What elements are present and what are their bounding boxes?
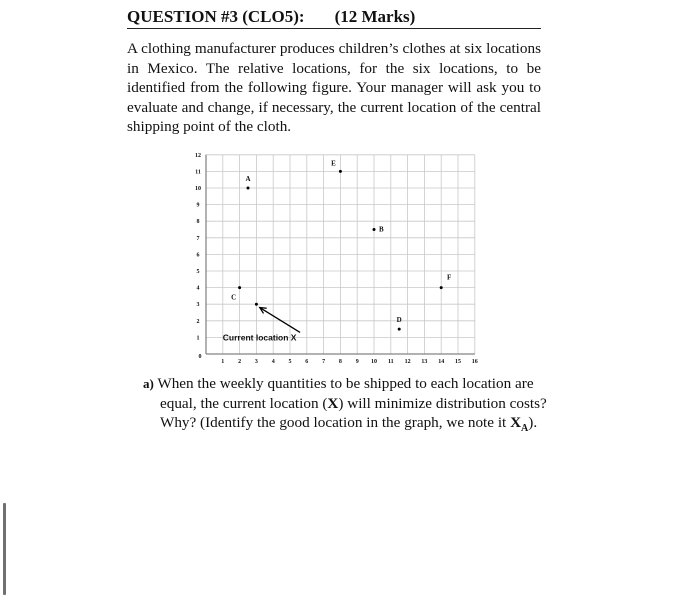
part-a-text-3: ).: [528, 414, 538, 432]
location-chart: [190, 138, 490, 370]
x-tick-label: 7: [322, 359, 326, 365]
y-tick-label: 8: [196, 219, 200, 226]
question-heading: [127, 6, 541, 29]
data-point: [247, 187, 250, 190]
annotation-label: Current location X: [222, 332, 297, 343]
part-a-text-1: When the weekly quantities to be shipped to each location are equal, the current location (: [157, 375, 534, 412]
x-tick-label: 14: [438, 359, 445, 365]
part-a-text-2: ) will minimize distribution costs? Why? (Identify the good location in the graph, we note it: [160, 394, 547, 432]
y-tick-label: 11: [195, 169, 201, 176]
part-a-x-bold: X: [327, 394, 339, 412]
data-point: [255, 303, 258, 306]
y-tick-label: 5: [196, 269, 200, 275]
point-label: C: [231, 293, 237, 302]
data-point: [373, 228, 376, 231]
point-label: D: [396, 316, 402, 325]
margin-scroll-bar: [3, 503, 6, 595]
x-tick-label: 8: [338, 359, 342, 365]
origin-label: 0: [198, 354, 202, 360]
part-a-xa-bold: X: [510, 414, 522, 432]
chart-grid: [206, 155, 475, 354]
part-a-question: [143, 374, 548, 439]
x-tick-label: 1: [221, 359, 225, 365]
y-tick-label: 1: [196, 335, 200, 342]
x-tick-label: 16: [471, 359, 478, 365]
chart-annotation: [223, 308, 300, 343]
question-number: QUESTION #3 (CLO5):: [127, 7, 305, 26]
x-tick-label: 2: [238, 359, 242, 365]
x-tick-label: 13: [421, 359, 428, 365]
y-tick-label: 9: [196, 202, 200, 209]
y-tick-label: 6: [196, 252, 200, 259]
x-tick-label: 5: [288, 359, 292, 365]
point-label: F: [447, 273, 452, 282]
x-tick-label: 4: [271, 359, 275, 365]
x-tick-label: 10: [371, 359, 377, 365]
x-tick-label: 6: [305, 359, 309, 365]
question-intro: A clothing manufacturer produces children’s clothes at six locations in Mexico. The relative locations, for the six locations, to be identified from the following figure. Your manager will ask you to evaluate and change, if necessary, the current location of the central shipping point of the cloth.: [127, 40, 541, 136]
part-a-xa-sub: A: [521, 423, 529, 435]
data-point: [238, 286, 241, 289]
y-tick-label: 3: [196, 302, 200, 309]
y-tick-label: 2: [196, 318, 200, 325]
data-point: [440, 286, 443, 289]
data-point: [339, 170, 342, 173]
y-tick-label: 10: [195, 186, 201, 192]
location-figure: [190, 138, 490, 370]
y-tick-label: 4: [196, 285, 200, 292]
chart-points: [231, 159, 451, 330]
y-tick-label: 7: [196, 235, 200, 242]
x-tick-label: 12: [404, 359, 411, 365]
data-point: [398, 328, 401, 331]
x-tick-label: 3: [254, 359, 258, 365]
annotation-arrow: [260, 308, 300, 333]
y-tick-label: 12: [195, 152, 201, 159]
point-label: A: [245, 175, 251, 183]
x-tick-label: 9: [355, 359, 359, 365]
point-label: B: [379, 225, 384, 234]
x-tick-label: 11: [387, 359, 394, 365]
question-marks: (12 Marks): [334, 7, 416, 26]
x-tick-label: 15: [455, 359, 461, 365]
point-label: E: [331, 159, 336, 168]
part-a-label: a): [143, 376, 154, 391]
